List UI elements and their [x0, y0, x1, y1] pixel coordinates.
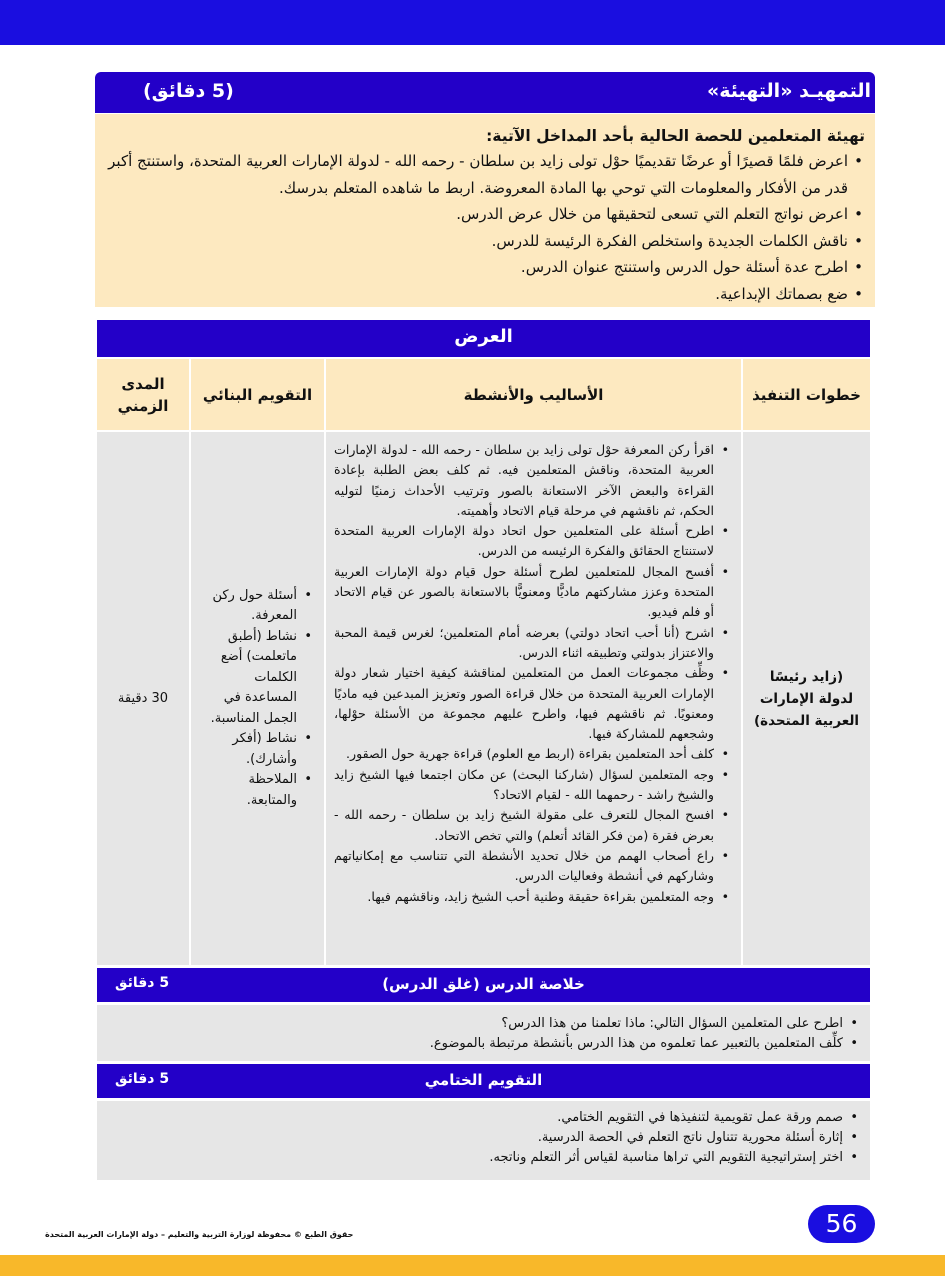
list-item: • اختر إستراتيجية التقويم التي تراها مناسبة لقياس أثر التعلم وناتجه.	[97, 1148, 860, 1168]
list-item: • أفسح المجال للمتعلمين لطرح أسئلة حول قيام دولة الإمارات العربية المتحدة وعزز مشاركتهم ماديًّا ومعنويًّا بالاستعانة بالصور عن قيام الاتحاد أو فلم فيديو.	[334, 562, 731, 623]
list-item: • اشرح (أنا أحب اتحاد دولتي) بعرضه أمام المتعلمين؛ لغرس قيمة المحبة والاعتزاز بدولتي وتطبيقه اثناء الدرس.	[334, 623, 731, 664]
list-item: • ضع بصماتك الإبداعية.	[105, 281, 865, 308]
list-item: • وظِّف مجموعات العمل من المتعلمين لمناقشة كيفية اختيار شعار دولة الإمارات العربية المتحدة من خلال قراءة الصور وتعزيز المبدعين فيه ماديًا ومعنويًا. ثم ناقشهم فيها، واطرح عليهم مجموعة من الأسئلة حوْلها، وشجعهم للمشاركة فيها.	[334, 663, 731, 744]
final-duration: 5 دقائق	[115, 1071, 170, 1087]
list-item: • الملاحظة والمتابعة.	[199, 770, 314, 811]
step-cell: (زايد رئيسًا لدولة الإمارات العربية المتحدة)	[743, 432, 870, 965]
final-title: التقويم الختامي	[424, 1071, 543, 1089]
list-item: • اعرض نواتج التعلم التي تسعى لتحقيقها من خلال عرض الدرس.	[105, 201, 865, 228]
list-item: • افسح المجال للتعرف على مقولة الشيخ زايد بن سلطان - رحمه الله - بعرض فقرة (من فكر القائد أتعلم) والتي تخص الاتحاد.	[334, 805, 731, 846]
list-item: • وجه المتعلمين لسؤال (شاركنا البحث) عن مكان اجتمعا فيها الشيخ زايد والشيخ راشد - رحمهما الله - لقيام الاتحاد؟	[334, 765, 731, 806]
closure-box	[97, 1005, 870, 1061]
bottom-bar	[0, 1255, 945, 1276]
duration-cell: 30 دقيقة	[97, 432, 189, 965]
intro-duration: (5 دقائق)	[143, 80, 234, 102]
header-formative: التقويم البنائي	[191, 359, 324, 430]
closure-duration: 5 دقائق	[115, 975, 170, 991]
header-activities: الأساليب والأنشطة	[326, 359, 741, 430]
intro-box	[95, 114, 875, 307]
final-box	[97, 1101, 870, 1180]
list-item: • نشاط (أفكر وأشارك).	[199, 729, 314, 770]
copyright: حقوق الطبع © محفوظة لوزارة التربية والتعليم – دولة الإمارات العربية المتحدة	[45, 1230, 354, 1239]
final-header	[97, 1064, 870, 1098]
list-item: • اطرح على المتعلمين السؤال التالي: ماذا تعلمنا من هذا الدرس؟	[97, 1014, 860, 1034]
list-item: • كلِّف المتعلمين بالتعبير عما تعلموه من هذا الدرس بأنشطة مرتبطة بالموضوع.	[97, 1034, 860, 1054]
list-item: • ناقش الكلمات الجديدة واستخلص الفكرة الرئيسة للدرس.	[105, 228, 865, 255]
closure-title: خلاصة الدرس (غلق الدرس)	[382, 975, 585, 993]
list-item: • اعرض فلمًا قصيرًا أو عرضًا تقديميًا حوْل تولى زايد بن سلطان - رحمه الله - لدولة الإمارات العربية المتحدة، واستنتج أكبر قدر من الأفكار والمعلومات التي توحي بها المادة المعروضة. اربط ما شاهده المتعلم بدرسك.	[105, 148, 865, 201]
intro-heading: تهيئة المتعلمين للحصة الحالية بأحد المداخل الآتية:	[486, 127, 865, 145]
list-item: • اقرأ ركن المعرفة حوْل تولى زايد بن سلطان - رحمه الله - لدولة الإمارات العربية المتحدة، وناقش المتعلمين فيه. ثم كلف بعض الطلبة بإعادة القراءة والبعض الآخر الاستعانة بالصور وترتيب الأحداث زمنيًا لتوليه الحكم، ثم ناقشهم في مرحلة قيام الاتحاد وأهميته.	[334, 440, 731, 521]
list-item: • وجه المتعلمين بقراءة حقيقة وطنية أحب الشيخ زايد، وناقشهم فيها.	[334, 887, 731, 907]
page-number: 56	[808, 1205, 875, 1243]
list-item: • إثارة أسئلة محورية تتناول ناتج التعلم في الحصة الدرسية.	[97, 1128, 860, 1148]
list-item: • اطرح أسئلة على المتعلمين حول اتحاد دولة الإمارات العربية المتحدة لاستنتاج الحقائق والفكرة الرئيسه من الدرس.	[334, 521, 731, 562]
list-item: • كلف أحد المتعلمين بقراءة (اربط مع العلوم) قراءة جهرية حول الصقور.	[334, 744, 731, 764]
list-item: • نشاط (أطبق ماتعلمت) أضع الكلمات المساعدة في الجمل المناسبة.	[199, 627, 314, 730]
list-item: • راع أصحاب الهمم من خلال تحديد الأنشطة التي تتناسب مع إمكانياتهم وشاركهم في أنشطة وفعاليات الدرس.	[334, 846, 731, 887]
intro-header	[95, 72, 875, 113]
list-item: • صمم ورقة عمل تقويمية لتنفيذها في التقويم الختامي.	[97, 1108, 860, 1128]
list-item: • أسئلة حول ركن المعرفة.	[199, 586, 314, 627]
closure-header	[97, 968, 870, 1002]
presentation-header	[97, 320, 870, 357]
top-bar	[0, 0, 945, 45]
header-steps: خطوات التنفيذ	[743, 359, 870, 430]
presentation-title: العرض	[454, 326, 513, 347]
activities-cell	[326, 432, 741, 965]
formative-cell	[191, 432, 324, 965]
intro-title: التمهيـد «التهيئة»	[706, 80, 871, 102]
list-item: • اطرح عدة أسئلة حول الدرس واستنتج عنوان الدرس.	[105, 254, 865, 281]
header-duration: المدى الزمني	[97, 359, 189, 430]
